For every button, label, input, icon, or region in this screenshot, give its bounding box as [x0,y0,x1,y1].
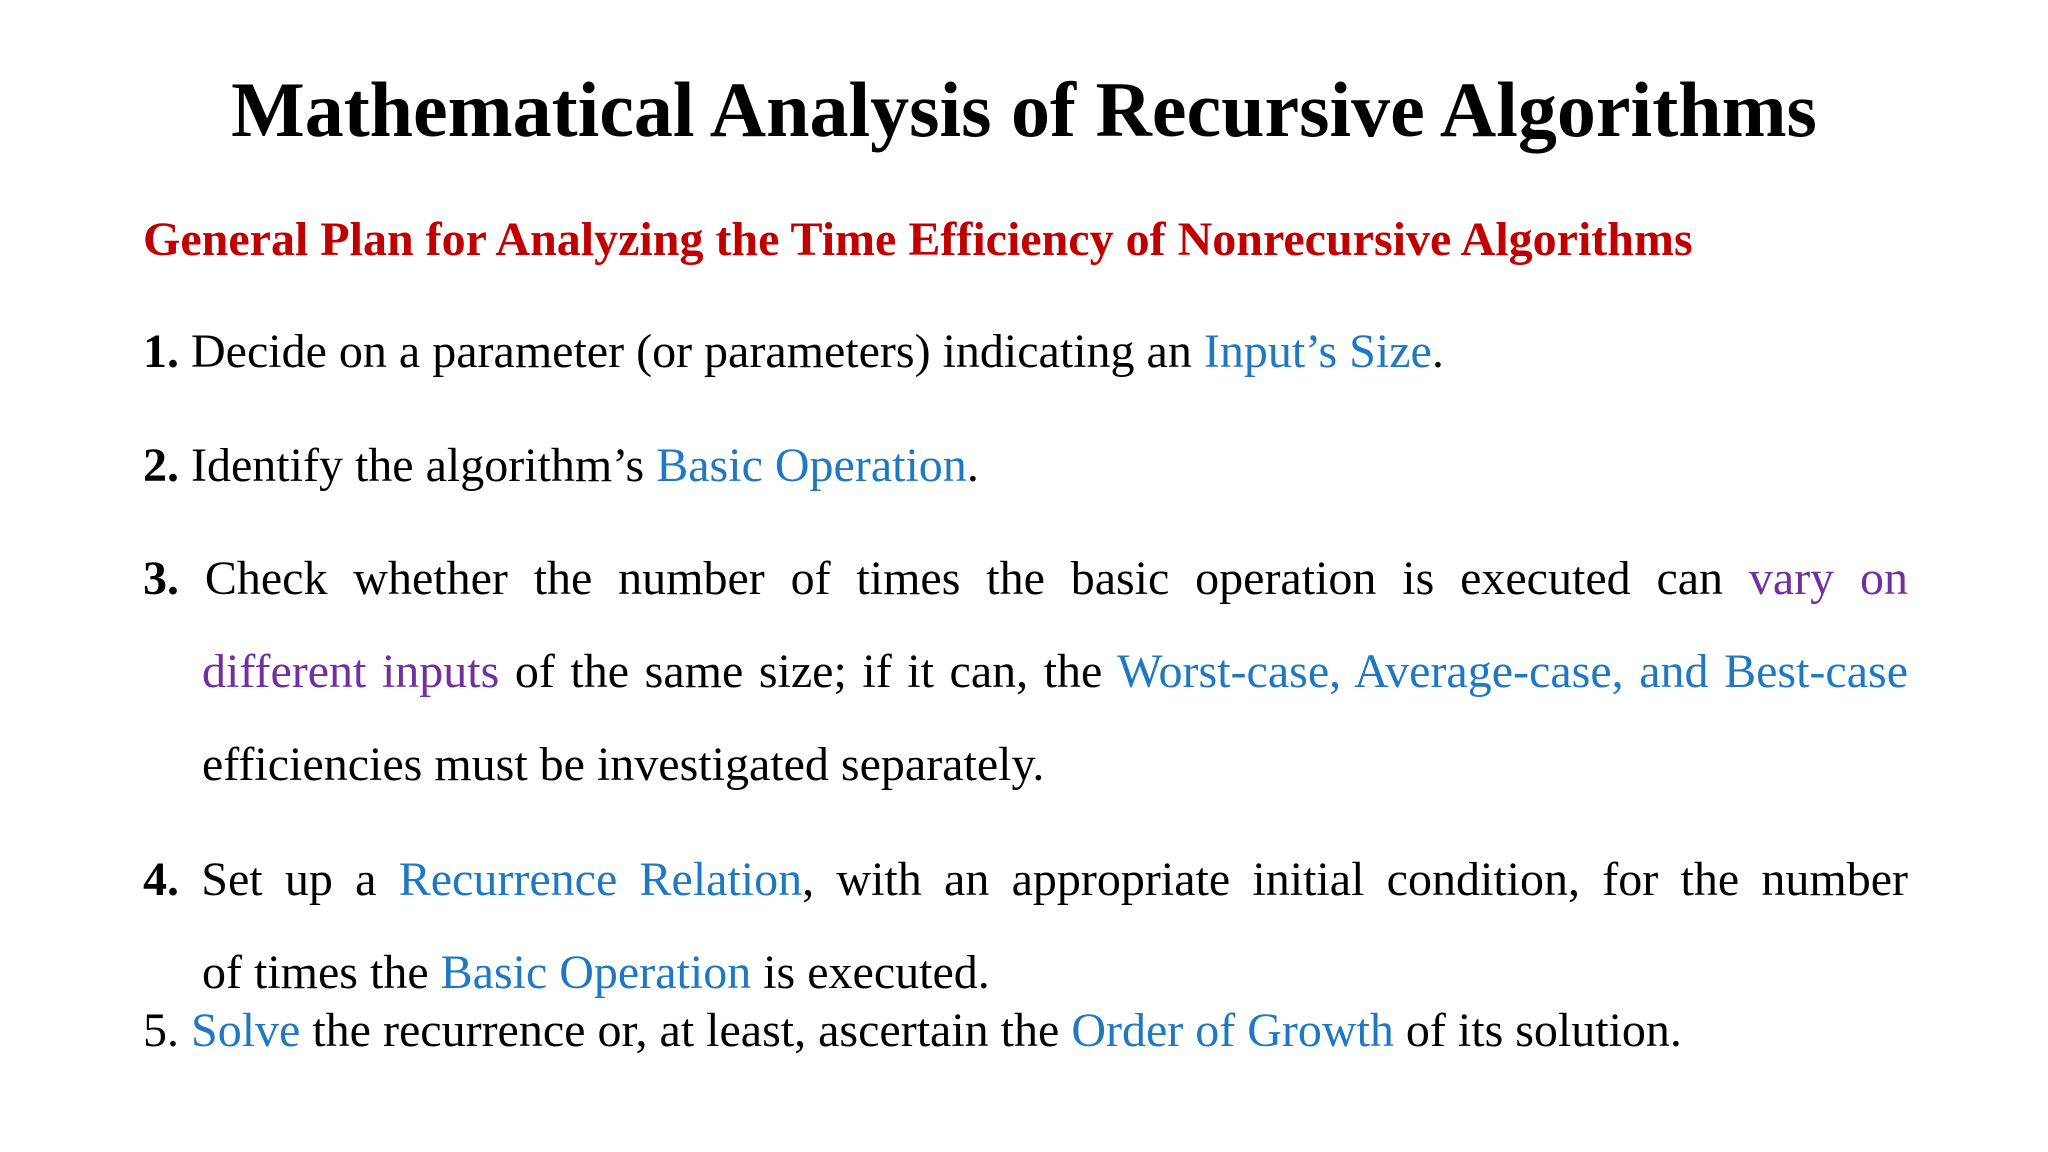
keyword-solve: Solve [191,1004,301,1057]
step-text-end: of its solution. [1393,1004,1682,1057]
step-2 [143,419,1908,512]
keyword-basic-operation: Basic Operation [440,946,752,999]
step-3 [143,532,1908,811]
step-4 [143,833,1908,1019]
step-1 [143,305,1908,398]
step-text: of the same size; if it can, the [499,645,1118,698]
step-text: Check whether the number of times the basic operation is executed can [204,552,1749,605]
step-number: 2. [143,439,179,492]
step-3-line-1 [143,532,1908,625]
step-4-line-1 [143,833,1908,926]
keyword-basic-operation: Basic Operation [656,439,967,492]
keyword-order-of-growth: Order of Growth [1071,1004,1394,1057]
step-text-end: . [1431,325,1444,378]
step-text: Decide on a parameter (or parameters) indicating an [191,325,1204,378]
step-text: the recurrence or, at least, ascertain the [300,1004,1072,1057]
step-3-continuation [143,625,1908,811]
keyword-vary-on: vary on [1748,552,1909,605]
step-text-end: . [966,439,979,492]
step-text-end: efficiencies must be investigated separately. [202,738,1045,791]
step-text: of times the [202,946,441,999]
slide-subtitle: General Plan for Analyzing the Time Efficiency of Nonrecursive Algorithms [143,213,1693,266]
slide-title: Mathematical Analysis of Recursive Algorithms [231,66,1817,153]
step-number: 1. [143,325,179,378]
step-text: Set up a [201,853,399,906]
keyword-recurrence-relation: Recurrence Relation [398,853,803,906]
step-number: 5. [143,1004,179,1057]
step-text: Identify the algorithm’s [191,439,657,492]
step-text: , with an appropriate initial condition, for the number [802,853,1909,906]
step-number: 3. [143,552,179,605]
step-number: 4. [143,853,179,906]
step-5 [143,1001,1908,1061]
keyword-case-types: Worst-case, Average-case, and Best-case [1117,645,1908,698]
keyword-inputs-size: Input’s Size [1203,325,1432,378]
step-text-end: is executed. [751,946,990,999]
keyword-different-inputs: different inputs [202,645,500,698]
